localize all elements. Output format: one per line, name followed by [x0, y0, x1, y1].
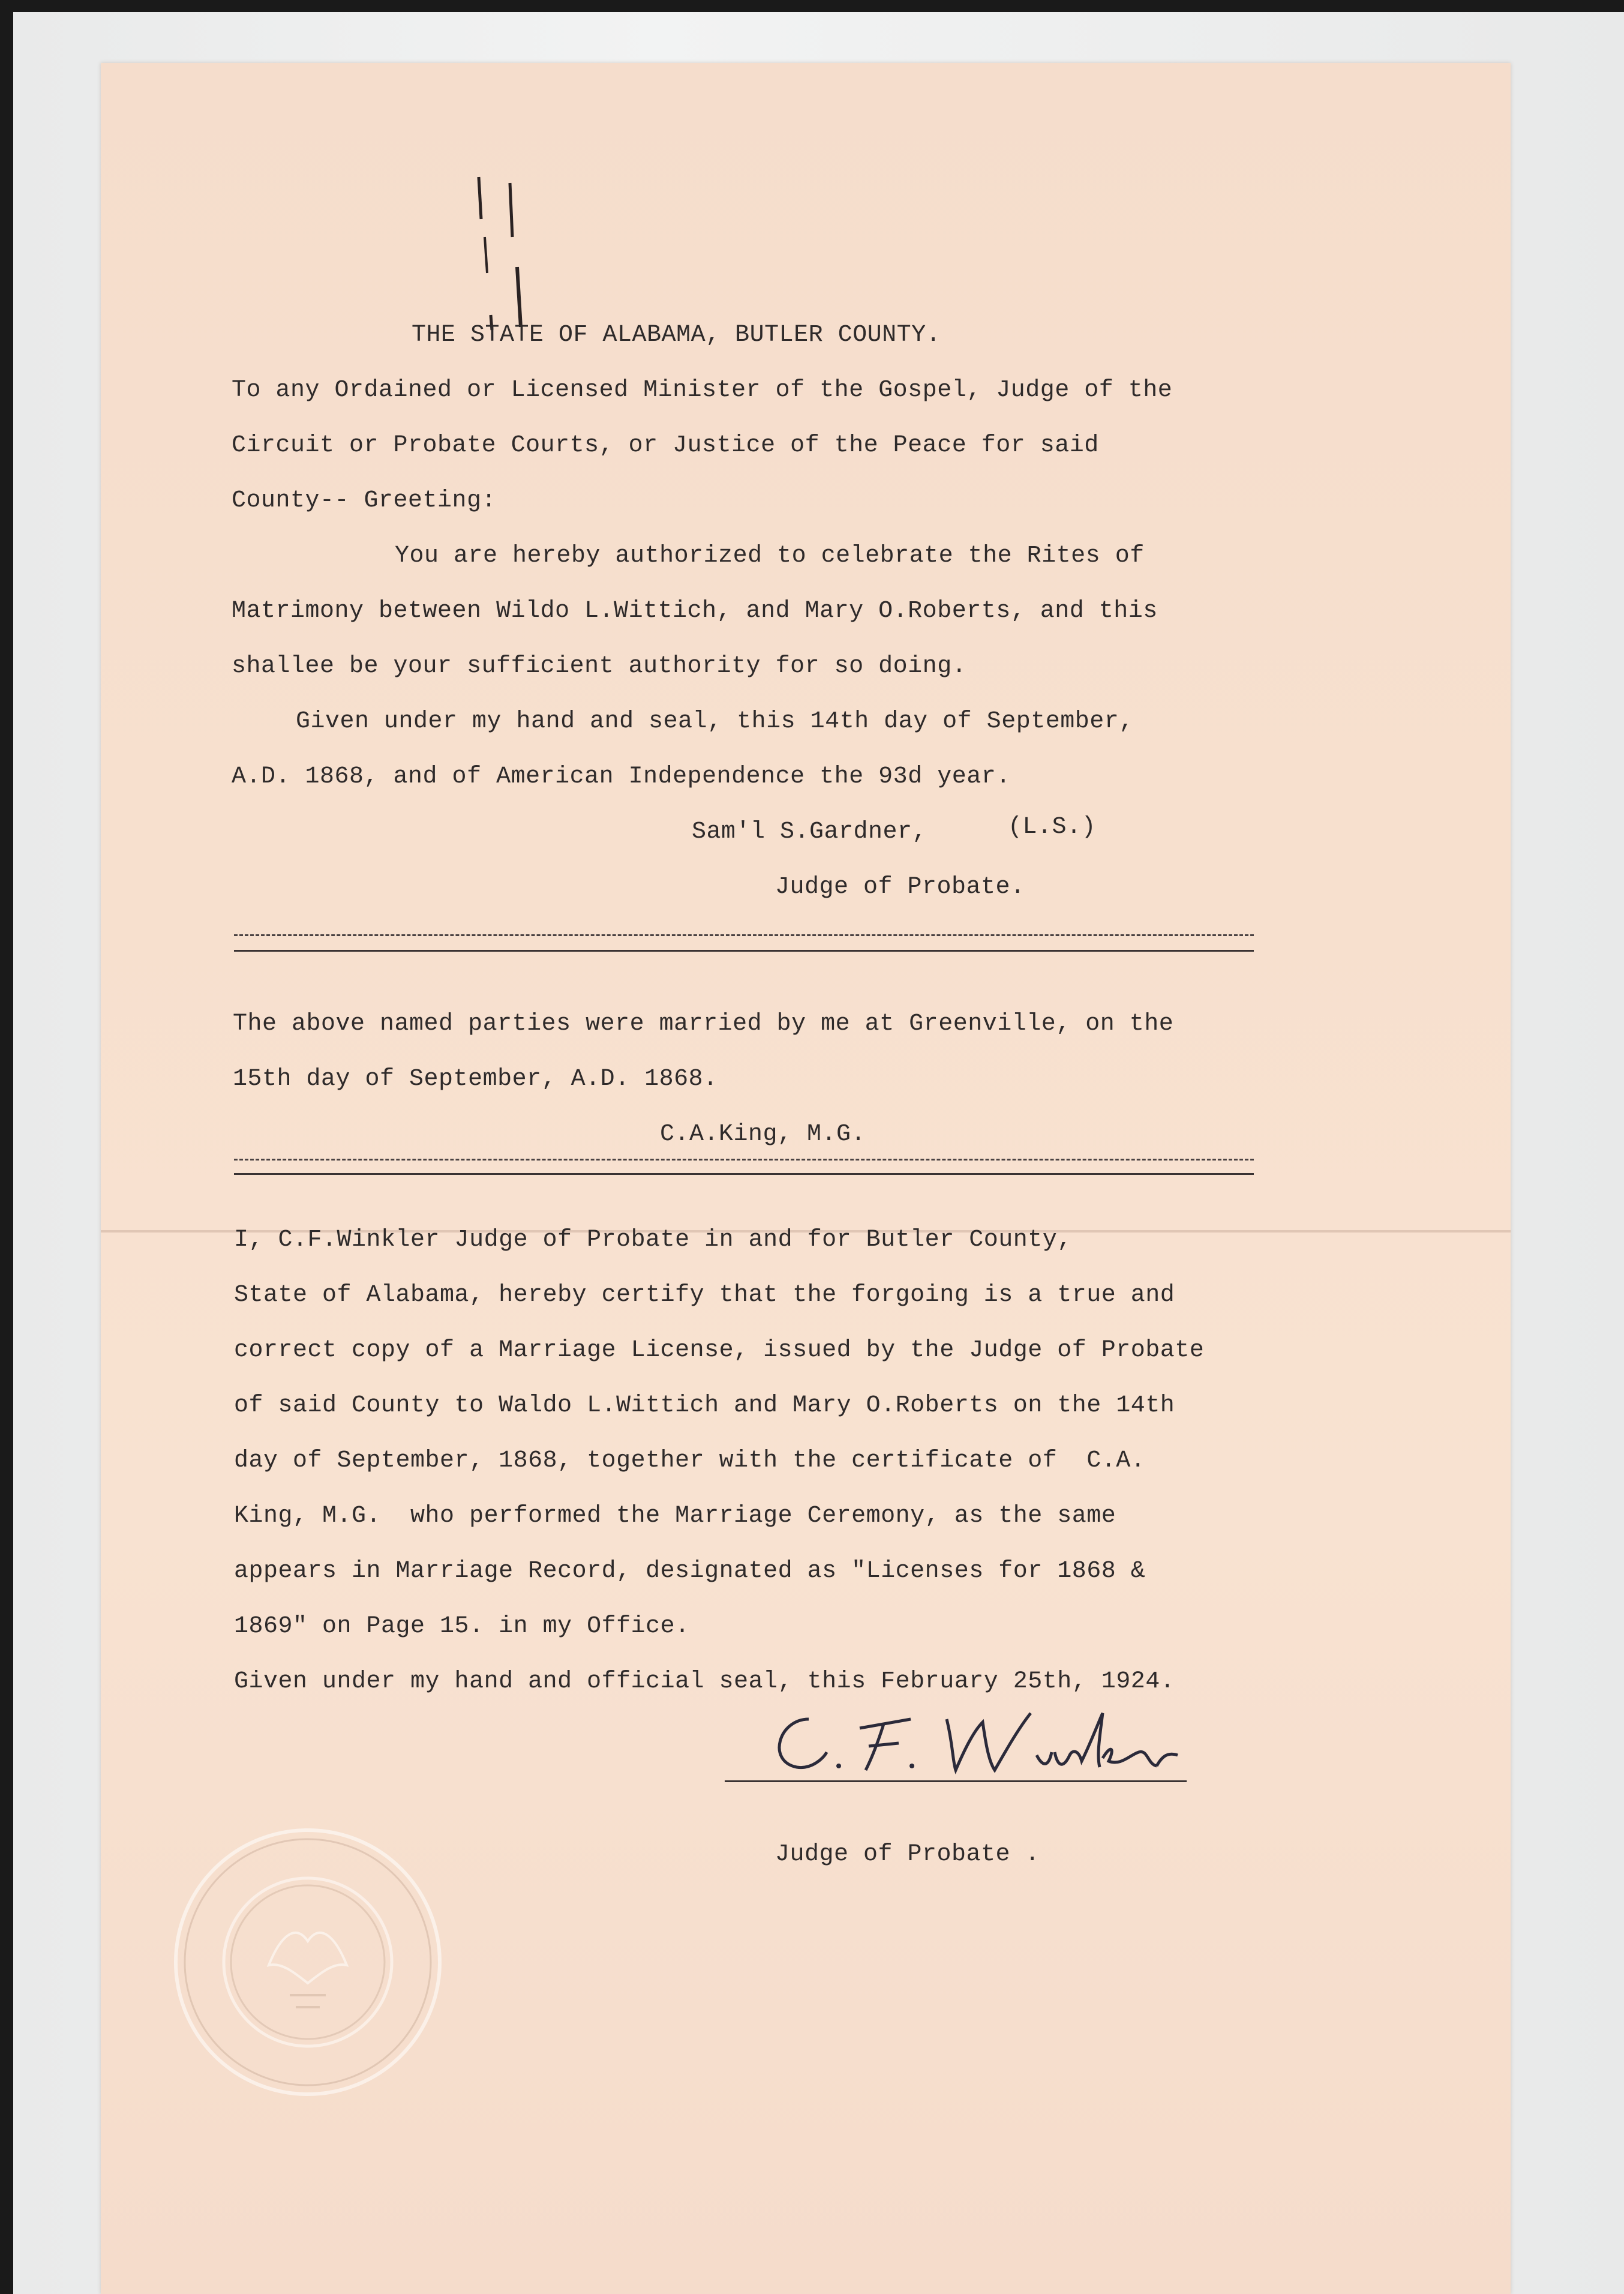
issuer-title: Judge of Probate.: [775, 874, 1025, 901]
document-page: [101, 63, 1511, 2294]
signature-line: [725, 1780, 1187, 1782]
separator-dashed: [234, 1159, 1254, 1161]
embossed-seal-icon: [167, 1821, 449, 2103]
signer-title: Judge of Probate .: [775, 1841, 1040, 1868]
scan-frame-left: [0, 0, 13, 2294]
greeting-line: To any Ordained or Licensed Minister of the Gospel, Judge of the: [232, 377, 1173, 404]
certificate-line: day of September, 1868, together with the certificate of C.A.: [234, 1447, 1146, 1474]
authorization-line: shallee be your sufficient authority for so doing.: [232, 653, 967, 680]
greeting-line: County-- Greeting:: [232, 487, 497, 514]
authorization-line: You are hereby authorized to celebrate the Rites of: [395, 542, 1145, 569]
document-heading: THE STATE OF ALABAMA, BUTLER COUNTY.: [412, 322, 941, 349]
separator-solid: [234, 1173, 1254, 1175]
certificate-line: correct copy of a Marriage License, issued by the Judge of Probate: [234, 1337, 1205, 1364]
scan-frame-top: [0, 0, 1624, 12]
certificate-line: appears in Marriage Record, designated as "Licenses for 1868 &: [234, 1558, 1146, 1585]
certificate-line: I, C.F.Winkler Judge of Probate in and for Butler County,: [234, 1227, 1072, 1254]
certificate-line: of said County to Waldo L.Wittich and Mary O.Roberts on the 14th: [234, 1392, 1175, 1419]
greeting-line: Circuit or Probate Courts, or Justice of the Peace for said: [232, 432, 1099, 459]
given-line: Given under my hand and seal, this 14th day of September,: [296, 708, 1134, 735]
separator-solid: [234, 950, 1254, 952]
issuer-seal-mark: (L.S.): [1008, 814, 1097, 841]
given-line: A.D. 1868, and of American Independence the 93d year.: [232, 763, 1011, 790]
separator-dashed: [234, 934, 1254, 936]
marriage-line: The above named parties were married by me at Greenville, on the: [233, 1010, 1174, 1037]
authorization-line: Matrimony between Wildo L.Wittich, and Mary O.Roberts, and this: [232, 598, 1158, 625]
certificate-line: Given under my hand and official seal, this February 25th, 1924.: [234, 1668, 1175, 1695]
marriage-line: 15th day of September, A.D. 1868.: [233, 1066, 718, 1093]
certificate-line: King, M.G. who performed the Marriage Ceremony, as the same: [234, 1503, 1116, 1530]
certificate-line: State of Alabama, hereby certify that the forgoing is a true and: [234, 1282, 1175, 1309]
officiant-name: C.A.King, M.G.: [660, 1121, 866, 1148]
certificate-line: 1869" on Page 15. in my Office.: [234, 1613, 690, 1640]
issuer-name: Sam'l S.Gardner,: [692, 818, 927, 845]
handwritten-signature: [755, 1695, 1211, 1803]
